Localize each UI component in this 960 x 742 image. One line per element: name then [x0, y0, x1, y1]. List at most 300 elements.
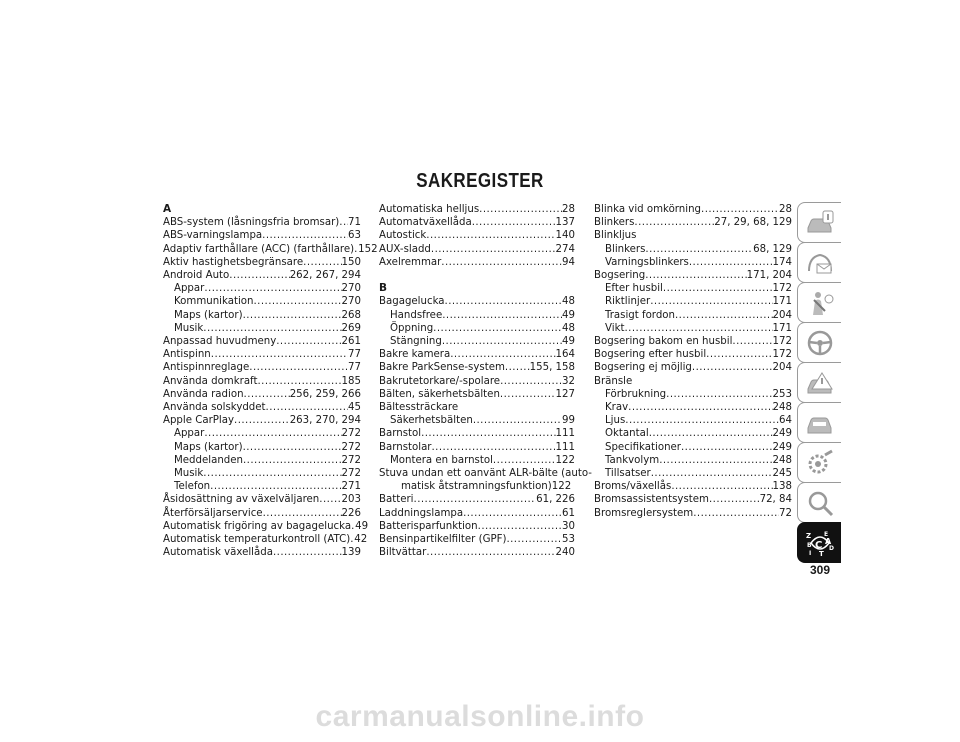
entry-term: Stängning	[390, 336, 442, 348]
entry-pages[interactable]: 72	[779, 507, 792, 519]
index-entry[interactable]	[594, 229, 792, 242]
entry-term: Automatisk frigöring av bagagelucka	[163, 520, 352, 532]
index-entry[interactable]	[594, 507, 792, 520]
entry-term: Bältessträckare	[379, 402, 459, 414]
entry-term: Automatväxellåda	[379, 217, 472, 229]
index-entry[interactable]	[163, 493, 361, 506]
entry-term: Aktiv hastighetsbegränsare	[163, 256, 304, 268]
entry-term: Blinkers	[594, 217, 635, 229]
entry-term: Använda domkraft	[163, 375, 258, 387]
entry-term: Batterisparfunktion	[379, 520, 478, 532]
index-entry[interactable]	[594, 256, 792, 269]
dot-leader	[675, 309, 773, 322]
entry-term: Barnstol	[379, 428, 422, 440]
tab-service[interactable]	[797, 402, 841, 443]
dot-leader	[276, 335, 341, 348]
entry-term: Apple CarPlay	[163, 415, 235, 427]
index-entry[interactable]	[379, 361, 575, 374]
dot-leader	[625, 414, 779, 427]
index-entry[interactable]	[379, 427, 575, 440]
entry-pages[interactable]: 272	[341, 468, 361, 480]
entry-term: Automatisk växellåda	[163, 547, 273, 559]
entry-term: Oktantal	[605, 428, 649, 440]
entry-term: Riktlinjer	[605, 296, 651, 308]
index-entry[interactable]	[163, 229, 361, 242]
index-entry[interactable]	[163, 533, 368, 546]
entry-pages[interactable]: 48	[562, 322, 575, 334]
entry-pages[interactable]: 63	[348, 230, 361, 242]
dot-leader	[204, 282, 341, 295]
index-entry[interactable]	[594, 348, 792, 361]
entry-pages[interactable]: 172	[772, 349, 792, 361]
dot-leader	[414, 493, 537, 506]
entry-pages[interactable]: 122	[551, 481, 572, 493]
index-entry[interactable]	[594, 309, 792, 322]
entry-term: Bromsassistentsystem	[594, 494, 709, 506]
entry-term: matisk åtstramningsfunktion)	[401, 481, 552, 493]
entry-pages[interactable]: 272	[341, 454, 361, 466]
dot-leader	[478, 520, 562, 533]
tab-emergency[interactable]	[797, 362, 841, 403]
dot-leader	[651, 467, 773, 480]
entry-term: AUX-sladd	[379, 243, 431, 255]
entry-pages[interactable]: 49	[562, 336, 575, 348]
index-entry[interactable]	[163, 388, 361, 401]
entry-pages[interactable]: 77	[348, 349, 361, 361]
entry-pages[interactable]: 204	[772, 362, 792, 374]
entry-pages[interactable]: 245	[772, 468, 792, 480]
entry-pages[interactable]: 155, 158	[529, 362, 575, 374]
entry-term: Öppning	[390, 322, 434, 334]
svg-text:C: C	[815, 540, 823, 551]
watermark: carmanualsonline.info	[315, 700, 645, 733]
entry-term: Blinkljus	[594, 230, 637, 242]
section-letter-a: A	[163, 203, 172, 215]
svg-text:I: I	[809, 550, 812, 557]
index-column-2	[379, 203, 592, 559]
entry-pages[interactable]: 172	[772, 336, 792, 348]
entry-pages[interactable]: 269	[341, 322, 361, 334]
index-entry[interactable]	[594, 441, 792, 454]
entry-term: Bogsering	[594, 270, 646, 282]
entry-pages[interactable]: 203	[341, 494, 361, 506]
entry-pages[interactable]: 261	[341, 336, 361, 348]
dot-leader	[692, 361, 773, 374]
entry-pages[interactable]: 263, 270, 294	[289, 415, 361, 427]
dot-leader	[432, 441, 556, 454]
svg-text:B: B	[807, 542, 812, 549]
entry-pages[interactable]: 64	[779, 415, 792, 427]
index-entry[interactable]	[163, 295, 361, 308]
entry-term: Android Auto	[163, 270, 230, 282]
entry-term: Meddelanden	[174, 454, 243, 466]
index-entry[interactable]	[163, 348, 361, 361]
entry-pages[interactable]: 139	[341, 547, 361, 559]
index-entry[interactable]	[379, 309, 575, 322]
entry-term: Bränsle	[594, 375, 633, 387]
entry-term: Automatiska helljus	[379, 204, 480, 215]
section-letter-b: B	[379, 282, 388, 295]
entry-term: Anpassad huvudmeny	[163, 336, 277, 348]
entry-pages[interactable]: 270	[341, 296, 361, 308]
index-entry[interactable]	[379, 401, 575, 414]
index-entry[interactable]	[163, 335, 361, 348]
entry-pages[interactable]: 248	[772, 454, 792, 466]
dot-leader	[624, 322, 772, 335]
entry-term: Adaptiv farthållare (ACC) (farthållare)	[163, 243, 355, 255]
dot-leader	[243, 441, 342, 454]
index-entry[interactable]	[379, 454, 575, 467]
tab-car-info[interactable]	[797, 202, 841, 243]
dot-leader	[445, 295, 563, 308]
page-number: 309	[809, 563, 831, 577]
index-entry[interactable]	[379, 375, 575, 388]
entry-term: Bakrutetorkare/-spolare	[379, 375, 501, 387]
entry-term: Appar	[174, 283, 205, 295]
index-entry[interactable]	[379, 388, 575, 401]
dot-leader	[426, 546, 555, 559]
dot-leader	[649, 427, 773, 440]
index-entry[interactable]	[163, 282, 361, 295]
entry-pages[interactable]: 274	[555, 243, 575, 255]
entry-pages[interactable]: 61, 226	[536, 494, 575, 506]
car-info-icon	[805, 209, 835, 237]
index-column-1	[163, 203, 378, 559]
index-entry[interactable]	[163, 361, 361, 374]
dot-leader	[257, 375, 341, 388]
dot-leader	[421, 427, 555, 440]
seatbelt-airbag-icon	[805, 289, 835, 317]
dot-leader	[663, 282, 773, 295]
entry-pages[interactable]: 271	[341, 481, 361, 493]
dot-leader	[463, 507, 562, 520]
index-entry[interactable]	[163, 480, 361, 493]
entry-pages[interactable]: 204	[772, 309, 792, 321]
entry-pages[interactable]: 240	[555, 547, 575, 559]
entry-pages[interactable]: 249	[772, 441, 792, 453]
entry-pages[interactable]: 27, 29, 68, 129	[714, 217, 792, 229]
dot-leader	[450, 348, 555, 361]
entry-term: Musik	[174, 468, 204, 480]
index-entry[interactable]	[594, 388, 792, 401]
entry-term: Använda radion	[163, 388, 244, 400]
index-entry[interactable]	[163, 401, 361, 414]
index-entry[interactable]	[594, 203, 792, 216]
index-entry[interactable]	[594, 480, 792, 493]
entry-pages[interactable]: 28	[562, 204, 575, 215]
entry-term: Bälten, säkerhetsbälten	[379, 388, 500, 400]
entry-pages[interactable]: 272	[341, 441, 361, 453]
entry-pages[interactable]: 268	[341, 309, 361, 321]
entry-term: Antispinnreglage	[163, 362, 250, 374]
index-entry[interactable]	[379, 295, 575, 308]
dot-leader	[706, 348, 772, 361]
dashboard-message-icon	[805, 249, 835, 277]
index-entry[interactable]	[163, 375, 361, 388]
entry-pages[interactable]: 226	[341, 507, 361, 519]
entry-term: Bogsering ej möjlig	[594, 362, 692, 374]
entry-term: Tillsatser	[605, 468, 651, 480]
entry-pages[interactable]: 49	[562, 309, 575, 321]
dot-leader	[203, 322, 341, 335]
entry-term: Ljus	[605, 415, 626, 427]
entry-term: Specifikationer	[605, 441, 681, 453]
index-entry[interactable]	[594, 427, 792, 440]
entry-term: Bogsering bakom en husbil	[594, 336, 733, 348]
dot-leader	[234, 414, 290, 427]
index-entry[interactable]	[379, 493, 575, 506]
entry-pages[interactable]: 171	[772, 322, 792, 334]
entry-term: ABS-varningslampa	[163, 230, 263, 242]
index-entry[interactable]	[163, 467, 361, 480]
entry-term: Krav	[605, 402, 629, 414]
index-entry[interactable]	[163, 454, 361, 467]
index-entry[interactable]	[594, 269, 792, 282]
entry-term: Autostick	[379, 230, 427, 242]
index-entry[interactable]	[163, 427, 361, 440]
index-entry[interactable]	[163, 546, 361, 559]
index-entry[interactable]	[594, 493, 792, 506]
dot-leader	[505, 361, 530, 374]
dot-leader	[472, 216, 556, 229]
entry-pages[interactable]: 138	[772, 481, 792, 493]
entry-term: Tankvolym	[605, 454, 660, 466]
car-warning-icon	[805, 369, 835, 397]
entry-pages[interactable]: 171, 204	[746, 270, 792, 282]
tab-search[interactable]	[797, 482, 841, 523]
index-entry[interactable]	[163, 216, 361, 229]
index-entry[interactable]	[379, 216, 575, 229]
index-entry[interactable]	[594, 467, 792, 480]
entry-pages[interactable]: 111	[555, 428, 575, 440]
tab-driving[interactable]	[797, 322, 841, 363]
dot-leader	[671, 480, 772, 493]
dot-leader	[689, 256, 773, 269]
index-entry[interactable]	[379, 441, 575, 454]
entry-pages[interactable]: 150	[341, 256, 361, 268]
dot-leader	[204, 427, 341, 440]
index-entry[interactable]	[163, 243, 378, 256]
entry-term: Varningsblinkers	[605, 256, 689, 268]
entry-term: Kommunikation	[174, 296, 254, 308]
entry-term: Blinka vid omkörning	[594, 204, 702, 215]
svg-text:E: E	[824, 531, 829, 538]
index-entry[interactable]	[163, 507, 361, 520]
entry-term: Appar	[174, 428, 205, 440]
svg-text:D: D	[829, 545, 834, 552]
index-column-3	[594, 203, 792, 520]
entry-term: Förbrukning	[605, 388, 667, 400]
entry-term: ABS-system (låsningsfria bromsar)	[163, 217, 340, 229]
entry-term: Bogsering efter husbil	[594, 349, 707, 361]
car-service-icon	[805, 409, 835, 437]
entry-pages[interactable]: 171	[772, 296, 792, 308]
index-entry[interactable]	[163, 520, 369, 533]
entry-term: Stuva undan ett oanvänt ALR-bälte (auto-	[379, 468, 592, 480]
index-entry[interactable]	[379, 335, 575, 348]
index-entry[interactable]	[163, 269, 361, 282]
index-entry[interactable]	[594, 295, 792, 308]
entry-term: Barnstolar	[379, 441, 432, 453]
entry-term: Blinkers	[605, 243, 646, 255]
entry-term: Telefon	[174, 481, 211, 493]
index-entry[interactable]	[594, 243, 792, 256]
dot-leader	[243, 454, 342, 467]
alphabet-index-icon	[805, 529, 835, 557]
index-entry[interactable]	[594, 282, 792, 295]
index-entry[interactable]	[163, 256, 361, 269]
entry-pages[interactable]: 94	[562, 256, 575, 268]
entry-pages[interactable]: 99	[562, 415, 575, 427]
dot-leader	[500, 388, 556, 401]
magnifier-icon	[805, 489, 835, 517]
dot-leader	[243, 309, 342, 322]
entry-pages[interactable]: 48	[562, 296, 575, 308]
index-entry[interactable]	[594, 401, 792, 414]
entry-pages[interactable]: 111	[555, 441, 575, 453]
entry-term: Broms/växellås	[594, 481, 672, 493]
index-entry[interactable]	[594, 414, 792, 427]
entry-pages[interactable]: 140	[555, 230, 575, 242]
dot-leader	[441, 256, 562, 269]
entry-term: Använda solskyddet	[163, 402, 266, 414]
dot-leader	[210, 480, 341, 493]
dot-leader	[431, 243, 556, 256]
index-entry[interactable]	[379, 348, 575, 361]
entry-term: Efter husbil	[605, 283, 663, 295]
index-entry[interactable]	[379, 546, 575, 559]
dot-leader	[645, 243, 753, 256]
dot-leader	[650, 295, 772, 308]
entry-pages[interactable]: 137	[555, 217, 575, 229]
index-entry[interactable]	[379, 256, 575, 269]
index-entry[interactable]	[594, 454, 792, 467]
entry-pages[interactable]: 127	[555, 388, 575, 400]
index-entry[interactable]	[379, 322, 575, 335]
index-entry[interactable]	[163, 322, 361, 335]
dot-leader	[666, 388, 772, 401]
dot-leader	[211, 348, 348, 361]
dot-leader	[266, 401, 348, 414]
tab-safety[interactable]	[797, 282, 841, 323]
index-entry[interactable]	[379, 520, 575, 533]
index-entry[interactable]	[594, 335, 792, 348]
entry-pages[interactable]: 72, 84	[759, 494, 792, 506]
svg-text:Z: Z	[806, 532, 812, 540]
entry-pages[interactable]: 253	[772, 388, 792, 400]
entry-term: Musik	[174, 322, 204, 334]
entry-pages[interactable]: 262, 267, 294	[289, 270, 361, 282]
tab-index[interactable]	[797, 522, 841, 563]
entry-pages[interactable]: 249	[772, 428, 792, 440]
gear-wrench-icon	[805, 449, 835, 477]
entry-pages[interactable]: 164	[555, 349, 575, 361]
page-title: SAKREGISTER	[416, 170, 544, 192]
steering-wheel-icon	[805, 329, 835, 357]
entry-term: Återförsäljarservice	[163, 507, 263, 519]
entry-pages[interactable]: 61	[562, 507, 575, 519]
entry-term: Bensinpartikelfilter (GPF)	[379, 534, 507, 546]
entry-term: Bakre kamera	[379, 349, 451, 361]
entry-pages[interactable]: 45	[348, 402, 361, 414]
entry-pages[interactable]: 174	[772, 256, 792, 268]
entry-pages[interactable]: 30	[562, 520, 575, 532]
entry-term: Maps (kartor)	[174, 441, 243, 453]
entry-term: Bakre ParkSense-system	[379, 362, 505, 374]
index-entry[interactable]	[379, 533, 575, 546]
dot-leader	[273, 546, 342, 559]
index-entry[interactable]	[594, 322, 792, 335]
entry-term: Laddningslampa	[379, 507, 464, 519]
dot-leader	[493, 454, 556, 467]
entry-pages[interactable]: 42	[354, 534, 368, 546]
entry-pages[interactable]: 122	[555, 454, 575, 466]
dot-leader	[479, 203, 562, 216]
entry-term: Maps (kartor)	[174, 309, 243, 321]
dot-leader	[253, 295, 341, 308]
dot-leader	[732, 335, 772, 348]
dot-leader	[681, 441, 773, 454]
entry-pages[interactable]: 272	[341, 428, 361, 440]
dot-leader	[659, 454, 772, 467]
dot-leader	[426, 229, 555, 242]
entry-pages[interactable]: 248	[772, 402, 792, 414]
entry-term: Batteri	[379, 494, 414, 506]
index-entry[interactable]	[379, 414, 575, 427]
svg-text:T: T	[819, 550, 824, 557]
index-entry[interactable]	[594, 375, 792, 388]
dot-leader	[506, 533, 562, 546]
index-entry[interactable]	[379, 507, 575, 520]
index-entry[interactable]	[379, 480, 575, 493]
dot-leader	[701, 203, 779, 216]
entry-pages[interactable]: 185	[341, 375, 361, 387]
index-entry[interactable]	[594, 361, 792, 374]
dot-leader	[303, 256, 341, 269]
dot-leader	[645, 269, 746, 282]
tab-dashboard[interactable]	[797, 242, 841, 283]
entry-pages[interactable]: 53	[562, 534, 575, 546]
dot-leader	[473, 414, 562, 427]
entry-pages[interactable]: 49	[355, 520, 369, 532]
entry-term: Antispinn	[163, 349, 211, 361]
index-entry[interactable]	[379, 203, 575, 216]
dot-leader	[319, 493, 341, 506]
entry-pages[interactable]: 32	[562, 375, 575, 387]
entry-pages[interactable]: 152	[358, 243, 378, 255]
entry-pages[interactable]: 256, 259, 266	[289, 388, 361, 400]
dot-leader	[249, 361, 348, 374]
entry-pages[interactable]: 28	[779, 204, 792, 215]
index-entry[interactable]	[379, 243, 575, 256]
index-entry[interactable]	[163, 441, 361, 454]
index-entry[interactable]	[163, 414, 361, 427]
entry-term: Biltvättar	[379, 547, 427, 559]
index-entry[interactable]	[379, 467, 592, 480]
index-entry[interactable]	[594, 216, 792, 229]
entry-pages[interactable]: 172	[772, 283, 792, 295]
dot-leader	[339, 216, 348, 229]
index-entry[interactable]	[163, 309, 361, 322]
dot-leader	[203, 467, 341, 480]
tab-technical[interactable]	[797, 442, 841, 483]
entry-pages[interactable]: 71	[348, 217, 361, 229]
entry-pages[interactable]: 270	[341, 283, 361, 295]
entry-pages[interactable]: 77	[348, 362, 361, 374]
index-entry[interactable]	[379, 229, 575, 242]
entry-pages[interactable]: 68, 129	[753, 243, 792, 255]
entry-term: Automatisk temperaturkontroll (ATC)	[163, 534, 351, 546]
